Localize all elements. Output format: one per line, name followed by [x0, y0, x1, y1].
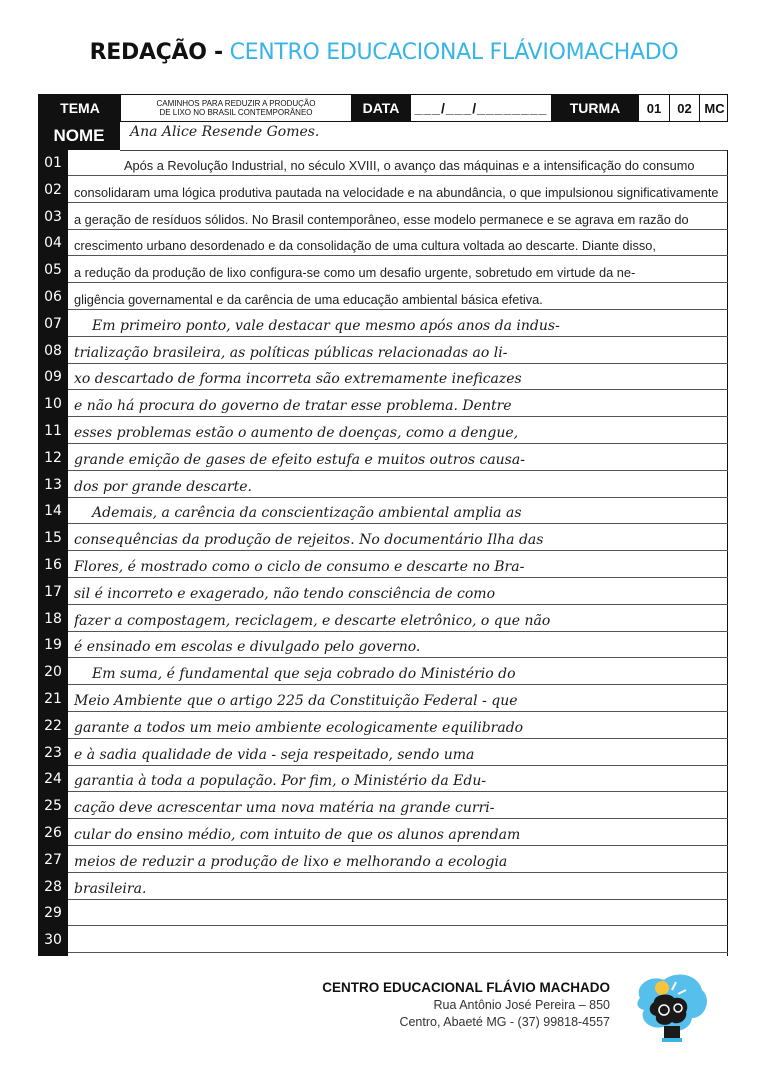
line-number: 12 [44, 449, 62, 466]
line-number: 04 [44, 235, 62, 252]
nome-label: NOME [38, 122, 120, 150]
line-text[interactable]: esses problemas estão o aumento de doenças, como a dengue, [74, 425, 519, 441]
essay-line [38, 686, 728, 712]
essay-line [38, 257, 728, 283]
data-field[interactable]: ___/___/________ [414, 100, 548, 116]
turma-label: TURMA [551, 95, 639, 121]
line-number: 01 [44, 155, 62, 171]
line-text[interactable]: Em suma, é fundamental que seja cobrado do Ministério do [92, 666, 516, 683]
header-row [38, 94, 728, 122]
line-number: 26 [44, 825, 62, 841]
line-number: 22 [44, 717, 62, 734]
line-number: 14 [44, 503, 62, 520]
turma-option-mc[interactable]: MC [699, 95, 729, 121]
line-number: 03 [44, 208, 62, 225]
line-text[interactable]: xo descartado de forma incorreta são extremamente ineficazes [74, 371, 522, 388]
footer-address: Rua Antônio José Pereira – 850 [433, 998, 610, 1012]
essay-line [38, 632, 728, 658]
line-text[interactable]: Em primeiro ponto, vale destacar que mesmo após anos da indus- [92, 317, 560, 334]
line-text[interactable]: fazer a compostagem, reciclagem, e descarte eletrônico, o que não [74, 612, 551, 629]
essay-line [38, 364, 728, 390]
essay-line [38, 472, 728, 498]
essay-line [38, 284, 728, 310]
essay-line [38, 740, 728, 766]
line-number: 20 [44, 664, 62, 681]
essay-line [38, 418, 728, 444]
line-text[interactable]: trialização brasileira, as políticas públicas relacionadas ao li- [74, 344, 508, 361]
tema-text [121, 95, 351, 121]
line-text[interactable]: Meio Ambiente que o artigo 225 da Constituição Federal - que [74, 693, 518, 709]
line-number: 28 [44, 878, 62, 895]
line-text[interactable]: brasileira. [74, 880, 147, 897]
line-text[interactable]: é ensinado em escolas e divulgado pelo governo. [74, 639, 421, 656]
footer-city-phone: Centro, Abaeté MG - (37) 99818-4557 [399, 1015, 610, 1029]
line-number: 10 [44, 396, 62, 413]
line-number: 17 [44, 583, 62, 600]
line-text[interactable]: dos por grande descarte. [74, 478, 252, 495]
line-text[interactable]: gligência governamental e da carência de uma educação ambiental básica efetiva. [74, 292, 543, 307]
line-text[interactable]: cular do ensino médio, com intuito de que os alunos aprendam [74, 827, 521, 843]
essay-line [38, 793, 728, 819]
line-number: 29 [44, 905, 62, 922]
essay-line [38, 927, 728, 953]
line-text[interactable]: meios de reduzir a produção de lixo e melhorando a ecologia [74, 853, 508, 870]
turma-option-02[interactable]: 02 [669, 95, 699, 121]
line-number: 11 [44, 423, 62, 439]
footer [300, 980, 610, 1029]
line-number: 15 [44, 530, 62, 547]
essay-line [38, 713, 728, 739]
tema-label: TEMA [39, 95, 121, 121]
essay-line [38, 900, 728, 926]
line-text[interactable]: Após a Revolução Industrial, no século XVIII, o avanço das máquinas e a intensificação do consumo [124, 158, 695, 173]
essay-line [38, 820, 728, 846]
essay-form [38, 94, 728, 956]
line-text[interactable]: Ademais, a carência da conscientização ambiental amplia as [92, 505, 522, 522]
data-label: DATA [351, 95, 411, 121]
line-number: 07 [44, 315, 62, 332]
line-text[interactable]: e à sadia qualidade de vida - seja respeitado, sendo uma [74, 746, 475, 763]
line-number: 13 [44, 476, 62, 493]
line-text[interactable]: consolidaram uma lógica produtiva pautada na velocidade e na abundância, o que impulsionou significativamente [74, 184, 719, 200]
line-number: 18 [44, 610, 62, 627]
line-number: 24 [44, 771, 62, 788]
essay-line [38, 766, 728, 792]
line-rule [68, 952, 728, 953]
line-number: 23 [44, 744, 62, 761]
line-number: 16 [44, 557, 62, 573]
line-number: 27 [44, 851, 62, 868]
essay-line [38, 847, 728, 873]
line-number: 25 [44, 798, 62, 815]
essay-line [38, 177, 728, 203]
essay-line [38, 552, 728, 578]
essay-line [38, 150, 728, 176]
footer-school-name: CENTRO EDUCACIONAL FLÁVIO MACHADO [322, 980, 610, 995]
line-number: 06 [44, 289, 62, 305]
essay-line [38, 498, 728, 524]
nome-value[interactable]: Ana Alice Resende Gomes. [130, 124, 320, 140]
essay-line [38, 525, 728, 551]
essay-line [38, 311, 728, 337]
line-number: 02 [44, 181, 62, 198]
line-text[interactable]: e não há procura do governo de tratar esse problema. Dentre [74, 398, 512, 415]
line-text[interactable]: garante a todos um meio ambiente ecologicamente equilibrado [74, 719, 524, 736]
line-text[interactable]: a redução da produção de lixo configura-se como um desafio urgente, sobretudo em virtude da ne- [74, 265, 636, 281]
essay-line [38, 338, 728, 364]
page-title [0, 40, 768, 65]
essay-line [38, 606, 728, 632]
title-colored: CENTRO EDUCACIONAL FLÁVIOMACHADO [229, 40, 679, 65]
tema-line-1: CAMINHOS PARA REDUZIR A PRODUÇÃO [156, 99, 316, 108]
line-text[interactable]: Flores, é mostrado como o ciclo de consumo e descarte no Bra- [74, 559, 525, 575]
line-text[interactable]: consequências da produção de rejeitos. No documentário Ilha das [74, 532, 544, 549]
title-bold: REDAÇÃO - [89, 40, 223, 65]
essay-line [38, 445, 728, 471]
essay-line [38, 230, 728, 256]
line-number: 08 [44, 342, 62, 359]
essay-line [38, 874, 728, 900]
line-number: 19 [44, 637, 62, 654]
line-text[interactable]: cação deve acrescentar uma nova matéria na grande curri- [74, 800, 495, 817]
line-text[interactable]: grande emição de gases de efeito estufa e muitos outros causa- [74, 451, 525, 468]
essay-line [38, 579, 728, 605]
essay-line [38, 659, 728, 685]
line-text[interactable]: a geração de resíduos sólidos. No Brasil contemporâneo, esse modelo permanece e se agrava em razão do [74, 211, 689, 227]
line-text[interactable]: crescimento urbano desordenado e da consolidação de uma cultura voltada ao descarte. Diante disso, [74, 238, 656, 254]
line-number: 30 [44, 932, 62, 949]
line-number: 09 [44, 369, 62, 386]
line-number: 21 [44, 691, 62, 707]
essay-line [38, 204, 728, 230]
line-number: 05 [44, 262, 62, 279]
line-text[interactable]: sil é incorreto e exagerado, não tendo consciência de como [74, 585, 495, 602]
brain-lightbulb-logo-icon [632, 968, 712, 1048]
essay-line [38, 391, 728, 417]
line-text[interactable]: garantia à toda a população. Por fim, o Ministério da Edu- [74, 773, 487, 790]
tema-line-2: DE LIXO NO BRASIL CONTEMPORÂNEO [159, 108, 313, 117]
turma-option-01[interactable]: 01 [646, 100, 662, 116]
